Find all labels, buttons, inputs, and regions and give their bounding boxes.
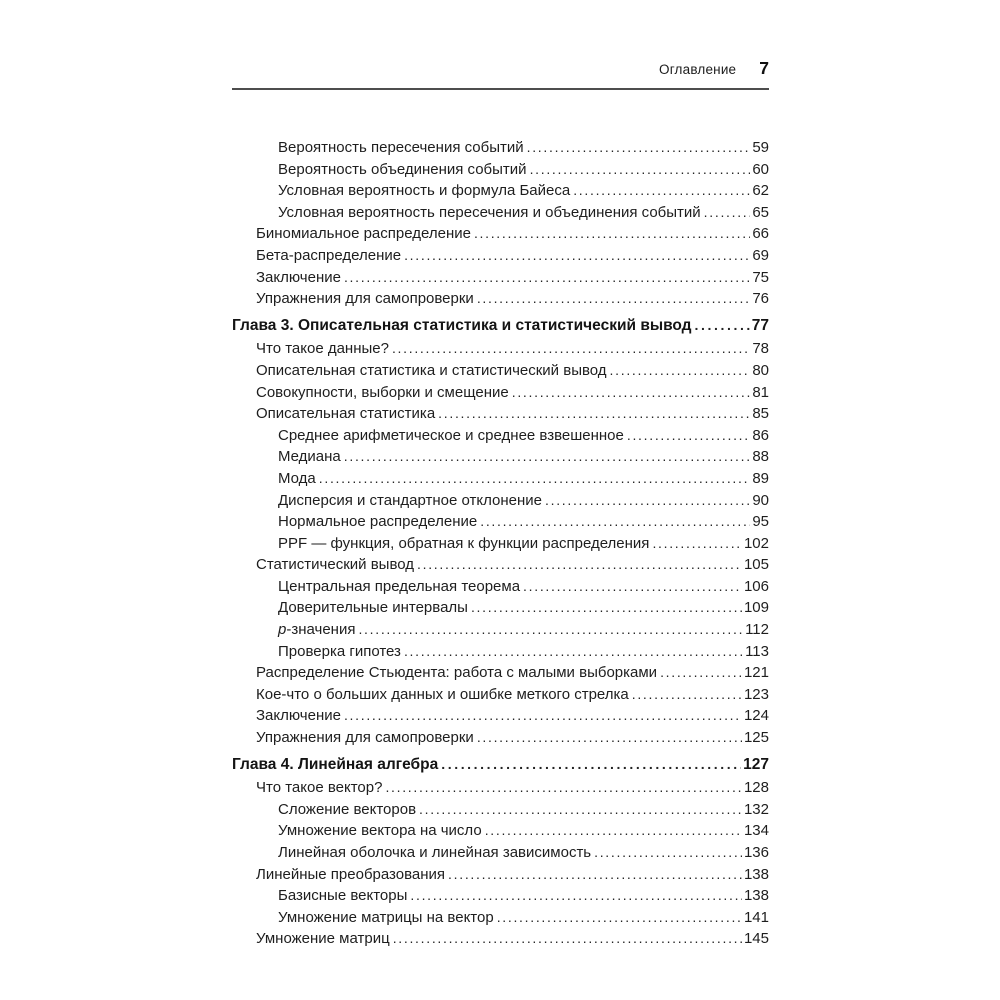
toc-entry-page: 77 <box>751 316 769 334</box>
toc-leader-dots <box>393 928 742 950</box>
toc-entry-title: Упражнения для самопроверки <box>256 290 474 308</box>
toc-entry-page: 86 <box>752 426 769 444</box>
toc-leader-dots <box>404 641 743 663</box>
toc-entry-title: Описательная статистика и статистический вывод <box>256 361 607 379</box>
toc-entry-page: 66 <box>752 225 769 243</box>
toc-entry-page: 141 <box>743 908 769 926</box>
toc-leader-dots <box>695 315 750 337</box>
toc-entry-title: Умножение вектора на число <box>278 822 482 840</box>
toc-entry-page: 109 <box>743 599 769 617</box>
toc-entry-title: PPF — функция, обратная к функции распределения <box>278 534 650 552</box>
toc-leader-dots <box>497 907 742 929</box>
toc-entry <box>232 554 769 576</box>
toc-entry-page: 123 <box>743 685 769 703</box>
toc-entry-page: 134 <box>743 822 769 840</box>
toc-leader-dots <box>358 619 743 641</box>
toc-leader-dots <box>477 727 742 749</box>
toc-entry <box>232 619 769 641</box>
toc-entry-title: Среднее арифметическое и среднее взвешенное <box>278 426 624 444</box>
toc-leader-dots <box>404 245 750 267</box>
toc-entry-page: 138 <box>743 865 769 883</box>
toc-entry <box>232 338 769 360</box>
toc-entry-page: 105 <box>743 556 769 574</box>
toc-entry-title: Умножение матрицы на вектор <box>278 908 494 926</box>
running-header <box>232 58 769 90</box>
toc-entry <box>232 511 769 533</box>
toc-leader-dots <box>410 885 742 907</box>
toc-entry-title: Базисные векторы <box>278 887 408 905</box>
toc-entry-title: Заключение <box>256 268 341 286</box>
toc-entry-page: 76 <box>752 290 769 308</box>
toc-leader-dots <box>344 267 750 289</box>
toc-entry-page: 127 <box>743 755 769 773</box>
toc-entry-title: Линейная оболочка и линейная зависимость <box>278 844 592 861</box>
toc-entry-page: 81 <box>752 383 769 401</box>
toc-leader-dots <box>527 137 751 159</box>
toc-entry-page: 112 <box>745 621 769 639</box>
toc-leader-dots <box>652 533 742 555</box>
toc-entry-page: 90 <box>752 491 769 509</box>
toc-entry <box>232 727 769 749</box>
toc-entry-page: 88 <box>752 448 769 466</box>
toc-entry-page: 125 <box>743 729 769 747</box>
toc-leader-dots <box>530 159 751 181</box>
toc-leader-dots <box>485 820 742 842</box>
toc-entry <box>232 288 769 310</box>
toc-entry <box>232 315 769 337</box>
toc-entry <box>232 382 769 404</box>
toc-leader-dots <box>417 554 742 576</box>
toc-entry-title: Условная вероятность пересечения и объединения событий <box>278 203 701 221</box>
toc-entry-title: Нормальное распределение <box>278 513 478 531</box>
toc-entry <box>232 864 769 886</box>
toc-entry <box>232 662 769 684</box>
toc-entry <box>232 754 769 776</box>
toc-entry <box>232 490 769 512</box>
toc-leader-dots <box>627 425 750 447</box>
toc-entry-page: 102 <box>743 534 769 552</box>
toc-entry-page: 124 <box>743 707 769 725</box>
toc-leader-dots <box>441 754 741 776</box>
toc-entry-page: 132 <box>743 800 769 818</box>
toc-entry-title: Глава 3. Описательная статистика и статистический вывод <box>232 316 692 334</box>
toc-entry-title: Заключение <box>256 707 341 725</box>
toc-entry <box>232 446 769 468</box>
toc-entry-title: Вероятность объединения событий <box>278 160 527 178</box>
toc-entry <box>232 245 769 267</box>
toc-entry-title: Биномиальное распределение <box>256 225 471 243</box>
toc-entry <box>232 928 769 950</box>
toc-leader-dots <box>545 490 750 512</box>
toc-leader-dots <box>512 382 751 404</box>
toc-entry <box>232 907 769 929</box>
toc-entry-title: Медиана <box>278 448 341 466</box>
toc-entry-title: Вероятность пересечения событий <box>278 139 524 156</box>
toc-leader-dots <box>474 223 750 245</box>
toc-leader-dots <box>448 864 742 886</box>
toc-entry <box>232 777 769 799</box>
toc-entry-page: 145 <box>743 930 769 948</box>
toc-entry-title: Кое-что о больших данных и ошибке меткого стрелка <box>256 685 629 703</box>
toc-entry-page: 106 <box>743 577 769 595</box>
toc-leader-dots <box>471 597 742 619</box>
toc-entry-title: Центральная предельная теорема <box>278 577 521 595</box>
toc-entry-page: 65 <box>752 203 769 221</box>
toc-entry-page: 128 <box>743 779 769 797</box>
toc-leader-dots <box>438 403 750 425</box>
toc-leader-dots <box>419 799 742 821</box>
toc-entry <box>232 885 769 907</box>
toc-entry-title: Линейные преобразования <box>256 865 446 883</box>
toc-entry-title: Упражнения для самопроверки <box>256 729 474 747</box>
toc-entry <box>232 425 769 447</box>
toc-entry-title: Что такое данные? <box>256 340 389 358</box>
toc-entry <box>232 684 769 706</box>
toc-entry-title: Умножение матриц <box>256 930 390 948</box>
toc-entry <box>232 842 769 864</box>
toc-entry-page: 80 <box>752 361 769 379</box>
toc-entry-title: Дисперсия и стандартное отклонение <box>278 491 543 509</box>
toc-leader-dots <box>480 511 750 533</box>
toc-entry-title: Доверительные интервалы <box>278 599 468 617</box>
toc-entry-page: 60 <box>752 160 769 178</box>
toc-entry <box>232 799 769 821</box>
toc-list <box>232 137 769 950</box>
toc-leader-dots <box>573 180 750 202</box>
toc-entry <box>232 137 769 159</box>
toc-entry <box>232 403 769 425</box>
toc-entry <box>232 533 769 555</box>
toc-entry <box>232 159 769 181</box>
toc-leader-dots <box>319 468 751 490</box>
toc-entry <box>232 641 769 663</box>
toc-leader-dots <box>392 338 750 360</box>
toc-entry-page: 138 <box>743 887 769 905</box>
toc-leader-dots <box>704 202 751 224</box>
toc-entry <box>232 705 769 727</box>
toc-entry-title: Совокупности, выборки и смещение <box>256 383 509 401</box>
toc-entry-title: Мода <box>278 469 316 487</box>
toc-leader-dots <box>594 842 742 864</box>
page-number: 7 <box>759 58 769 78</box>
toc-entry-page: 121 <box>743 664 769 682</box>
toc-entry-title: Глава 4. Линейная алгебра <box>232 755 439 773</box>
running-title: Оглавление <box>659 62 737 77</box>
toc-leader-dots <box>385 777 742 799</box>
toc-entry-page: 59 <box>752 139 769 156</box>
toc-entry <box>232 820 769 842</box>
toc-entry-page: 85 <box>752 405 769 423</box>
toc-entry-title: Условная вероятность и формула Байеса <box>278 182 571 200</box>
toc-entry-page: 136 <box>743 844 769 861</box>
toc-entry <box>232 360 769 382</box>
toc-leader-dots <box>344 705 742 727</box>
toc-entry-title: p-значения <box>278 621 356 639</box>
toc-leader-dots <box>610 360 751 382</box>
toc-entry <box>232 468 769 490</box>
toc-entry <box>232 597 769 619</box>
toc-leader-dots <box>344 446 751 468</box>
toc-entry-title: Сложение векторов <box>278 800 417 818</box>
toc-entry-page: 95 <box>752 513 769 531</box>
toc-entry-page: 75 <box>752 268 769 286</box>
toc-entry <box>232 267 769 289</box>
toc-entry-page: 113 <box>745 642 769 660</box>
toc-leader-dots <box>477 288 751 310</box>
toc-entry <box>232 202 769 224</box>
toc-entry-title: Проверка гипотез <box>278 642 401 660</box>
toc-entry-title: Бета-распределение <box>256 246 402 264</box>
toc-entry-title: Распределение Стьюдента: работа с малыми выборками <box>256 664 658 682</box>
toc-entry-page: 69 <box>752 246 769 264</box>
toc-entry-page: 78 <box>752 340 769 358</box>
toc-leader-dots <box>523 576 742 598</box>
toc-entry-title: Статистический вывод <box>256 556 415 574</box>
toc-entry-title: Что такое вектор? <box>256 779 383 797</box>
toc-entry <box>232 223 769 245</box>
page-content <box>232 58 769 950</box>
toc-leader-dots <box>660 662 742 684</box>
toc-entry-page: 89 <box>752 469 769 487</box>
toc-entry <box>232 576 769 598</box>
toc-leader-dots <box>632 684 742 706</box>
toc-entry-page: 62 <box>752 182 769 200</box>
toc-entry-title: Описательная статистика <box>256 405 436 423</box>
toc-entry <box>232 180 769 202</box>
